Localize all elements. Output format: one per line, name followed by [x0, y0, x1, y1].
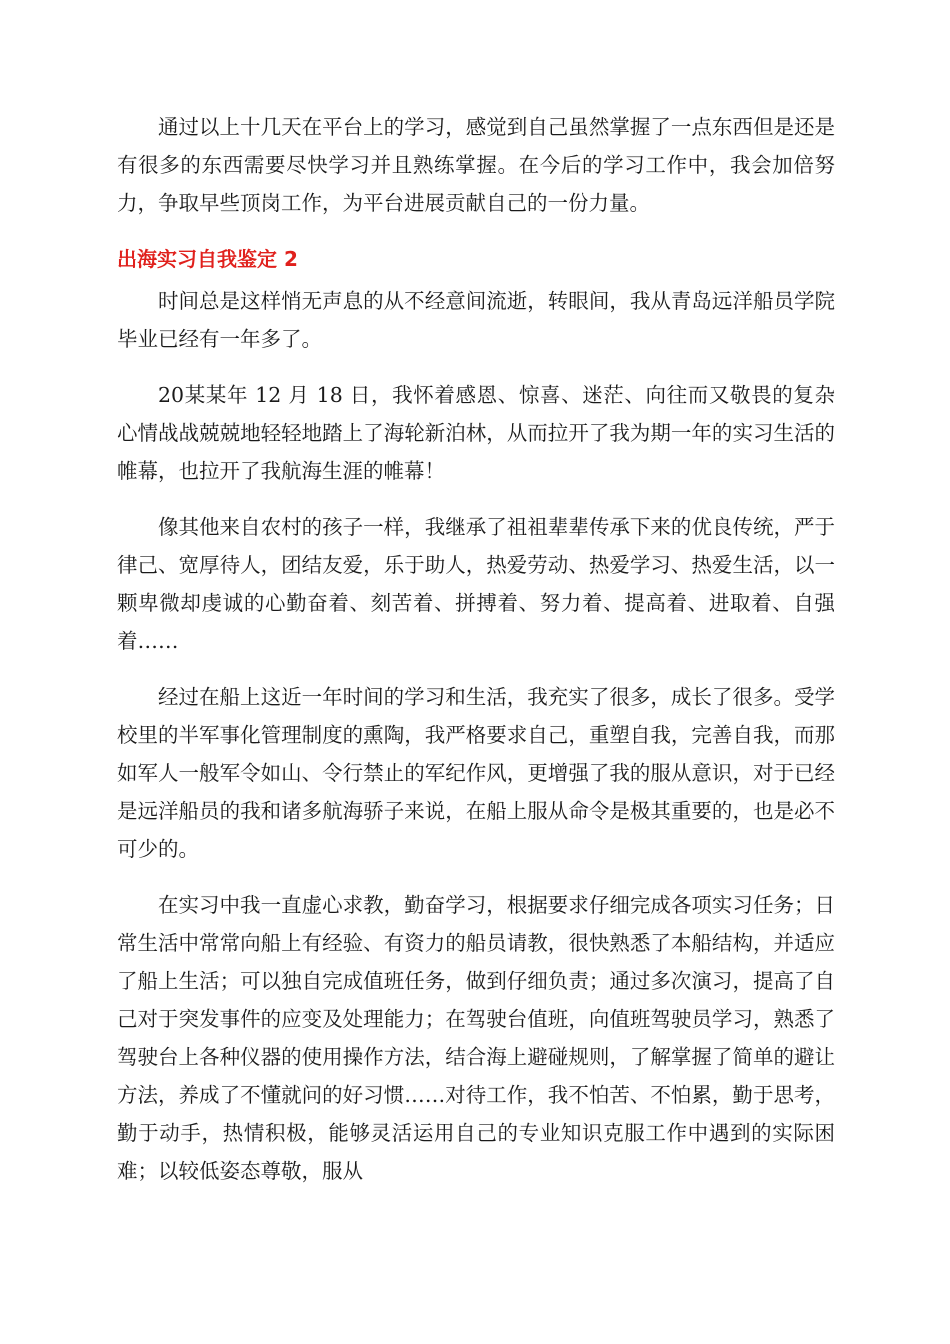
body-paragraph: 像其他来自农村的孩子一样，我继承了祖祖辈辈传承下来的优良传统，严于律己、宽厚待人，团结友爱，乐于助人，热爱劳动、热爱学习、热爱生活，以一颗卑微却虔诚的心勤奋着、刻苦着、拼搏着、努力着、提高着、进取着、自强着…… — [117, 515, 835, 653]
body-paragraph: 经过在船上这近一年时间的学习和生活，我充实了很多，成长了很多。受学校里的半军事化管理制度的熏陶，我严格要求自己，重塑自我，完善自我，而那如军人一般军令如山、令行禁止的军纪作风，更增强了我的服从意识，对于已经是远洋船员的我和诸多航海骄子来说，在船上服从命令是极其重要的，也是必不可少的。 — [117, 685, 835, 861]
intro-paragraph: 通过以上十几天在平台上的学习，感觉到自己虽然掌握了一点东西但是还是有很多的东西需要尽快学习并且熟练掌握。在今后的学习工作中，我会加倍努力，争取早些顶岗工作，为平台进展贡献自己的一份力量。 — [117, 115, 835, 215]
body-paragraph: 时间总是这样悄无声息的从不经意间流逝，转眼间，我从青岛远洋船员学院毕业已经有一年多了。 — [117, 289, 835, 351]
body-paragraph: 20某某年 12 月 18 日，我怀着感恩、惊喜、迷茫、向往而又敬畏的复杂心情战战兢兢地轻轻地踏上了海轮新泊林，从而拉开了我为期一年的实习生活的帷幕，也拉开了我航海生涯的帷幕！ — [117, 383, 835, 483]
section-title: 出海实习自我鉴定 2 — [117, 247, 298, 271]
document-page — [117, 108, 835, 1208]
body-paragraph: 在实习中我一直虚心求教，勤奋学习，根据要求仔细完成各项实习任务；日常生活中常常向船上有经验、有资力的船员请教，很快熟悉了本船结构，并适应了船上生活；可以独自完成值班任务，做到仔细负责；通过多次演习，提高了自己对于突发事件的应变及处理能力；在驾驶台值班，向值班驾驶员学习，熟悉了驾驶台上各种仪器的使用操作方法，结合海上避碰规则，了解掌握了简单的避让方法，养成了不懂就问的好习惯……对待工作，我不怕苦、不怕累，勤于思考，勤于动手，热情积极，能够灵活运用自己的专业知识克服工作中遇到的实际困难；以较低姿态尊敬，服从 — [117, 893, 835, 1183]
